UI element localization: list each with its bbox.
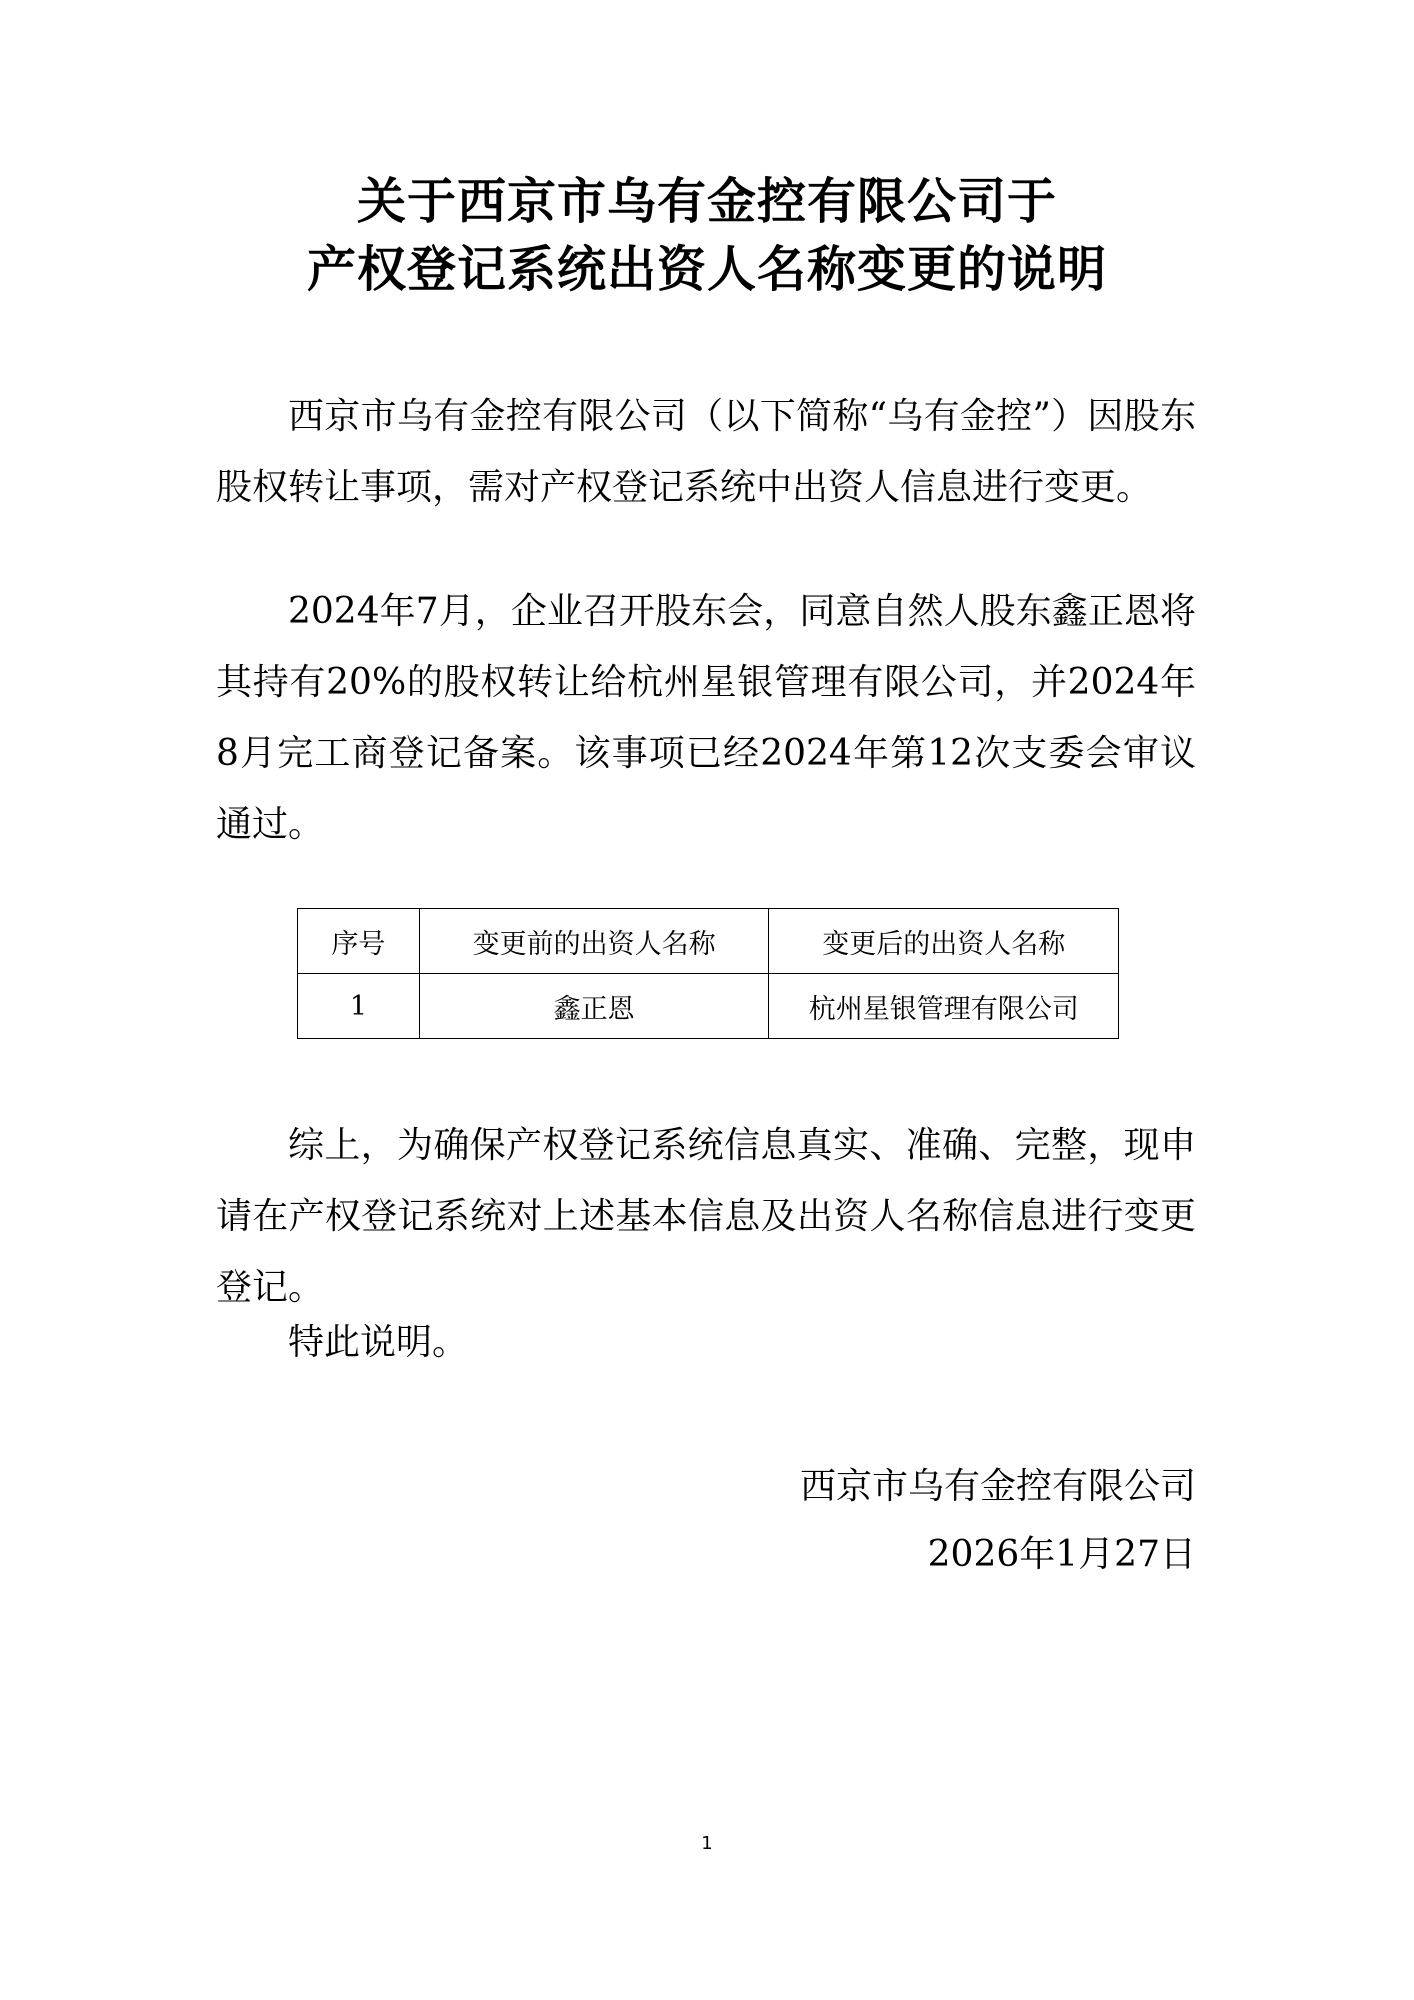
header-name-after: 变更后的出资人名称: [769, 909, 1119, 974]
paragraph-closing: 特此说明。: [288, 1322, 469, 1363]
header-serial-number: 序号: [298, 909, 420, 974]
signature-company: 西京市乌有金控有限公司: [799, 1466, 1196, 1507]
page-number: 1: [701, 1833, 713, 1854]
paragraph-intro: 西京市乌有金控有限公司（以下简称“乌有金控”）因股东股权转让事项，需对产权登记系统中出资人信息进行变更。: [216, 396, 1196, 508]
paragraph-background: 2024年7月，企业召开股东会，同意自然人股东鑫正恩将其持有20%的股权转让给杭州星银管理有限公司，并2024年8月完工商登记备案。该事项已经2024年第12次支委会审议通过。: [216, 591, 1196, 845]
document-title-line-2: 产权登记系统出资人名称变更的说明: [306, 240, 1107, 298]
table-header-row: [298, 909, 1119, 974]
signature-date: 2026年1月27日: [927, 1534, 1196, 1575]
paragraph-request: 综上，为确保产权登记系统信息真实、准确、完整，现申请在产权登记系统对上述基本信息及出资人名称信息进行变更登记。: [216, 1125, 1196, 1308]
cell-serial-number: 1: [298, 974, 420, 1039]
document-title-line-1: 关于西京市乌有金控有限公司于: [356, 172, 1057, 230]
table-row: [298, 974, 1119, 1039]
investor-change-table: [297, 908, 1119, 1039]
cell-name-before: 鑫正恩: [419, 974, 769, 1039]
cell-name-after: 杭州星银管理有限公司: [769, 974, 1119, 1039]
header-name-before: 变更前的出资人名称: [419, 909, 769, 974]
